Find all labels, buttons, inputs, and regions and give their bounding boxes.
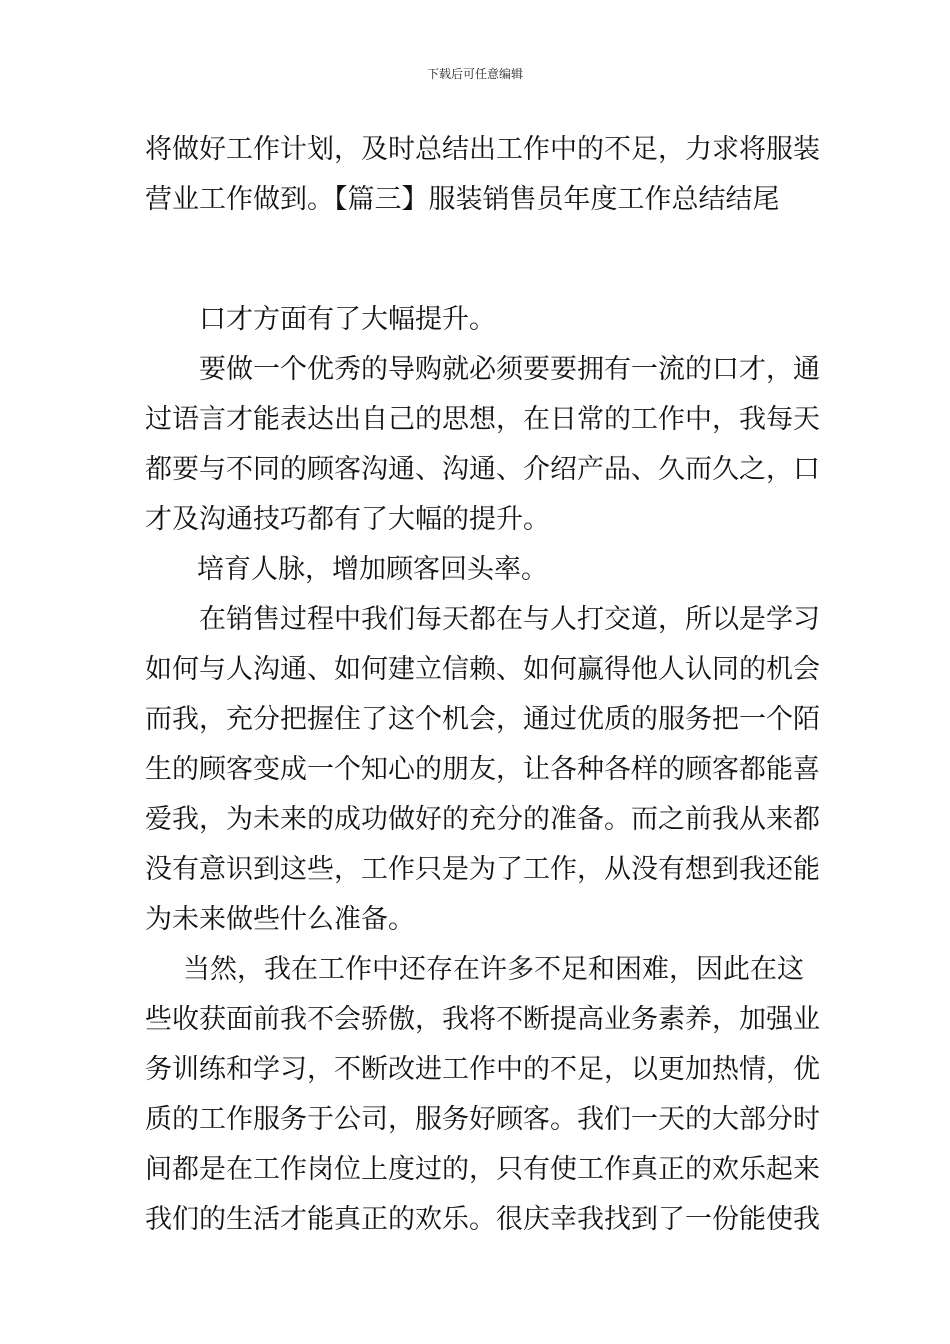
text-line: 才及沟通技巧都有了大幅的提升。 [145,504,550,535]
text-line: 在销售过程中我们每天都在与人打交道，所以是学习 [199,604,820,635]
text-line: 我们的生活才能真正的欢乐。很庆幸我找到了一份能使我 [145,1204,820,1235]
text-line: 都要与不同的顾客沟通、沟通、介绍产品、久而久之，口 [145,454,820,485]
text-line: 为未来做些什么准备。 [145,904,415,935]
text-line: 质的工作服务于公司，服务好顾客。我们一天的大部分时 [145,1104,820,1135]
text-line: 间都是在工作岗位上度过的，只有使工作真正的欢乐起来 [145,1154,820,1185]
text-line: 要做一个优秀的导购就必须要要拥有一流的口才，通 [199,354,820,385]
text-line: 生的顾客变成一个知心的朋友，让各种各样的顾客都能喜 [145,754,820,785]
text-line: 营业工作做到。【篇三】服装销售员年度工作总结结尾 [145,184,780,215]
text-line: 爱我，为未来的成功做好的充分的准备。而之前我从来都 [145,804,820,835]
text-line: 口才方面有了大幅提升。 [199,304,496,335]
page-header: 下载后可任意编辑 [426,67,523,81]
document-body [145,125,820,1245]
paragraph-gap [145,225,810,295]
text-line: 如何与人沟通、如何建立信赖、如何赢得他人认同的机会 [145,654,820,685]
text-line: 培育人脉，增加顾客回头率。 [197,554,548,585]
text-line: 当然，我在工作中还存在许多不足和困难，因此在这 [183,954,804,985]
text-line: 将做好工作计划，及时总结出工作中的不足，力求将服装 [145,134,820,165]
text-line: 些收获面前我不会骄傲，我将不断提高业务素养，加强业 [145,1004,820,1035]
text-line: 没有意识到这些，工作只是为了工作，从没有想到我还能 [145,854,820,885]
text-line: 而我，充分把握住了这个机会，通过优质的服务把一个陌 [145,704,820,735]
text-line: 过语言才能表达出自己的思想，在日常的工作中，我每天 [145,404,820,435]
text-line: 务训练和学习，不断改进工作中的不足，以更加热情，优 [145,1054,820,1085]
